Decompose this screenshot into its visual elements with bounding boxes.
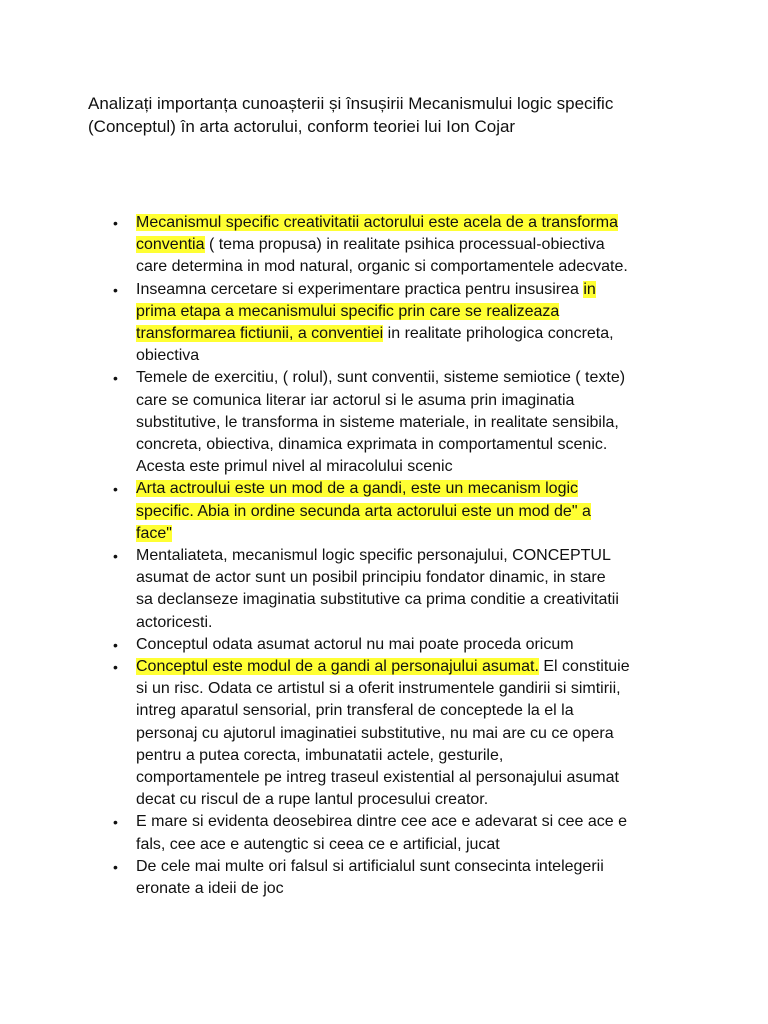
text-segment: in realitate prihologica concreta, xyxy=(383,325,614,343)
text-segment: concreta, obiectiva, dinamica exprimata in comportamentul scenic. xyxy=(136,436,608,454)
highlighted-text: in xyxy=(583,280,596,298)
text-segment: Inseamna cercetare si experimentare practica pentru insusirea xyxy=(136,280,584,298)
list-item xyxy=(0,634,696,656)
list-item-line xyxy=(136,767,696,789)
text-segment: De cele mai multe ori falsul si artificialul sunt consecinta intelegerii xyxy=(136,857,604,875)
list-item-line xyxy=(136,789,696,811)
highlighted-text: Conceptul este modul de a gandi al personajului asumat. xyxy=(136,658,539,676)
text-segment: fals, cee ace e autengtic si ceea ce e artificial, jucat xyxy=(136,835,500,853)
list-item-line xyxy=(136,212,696,234)
text-segment: si un risc. Odata ce artistul si a oferit instrumentele gandirii si simtirii, xyxy=(136,680,621,698)
text-segment: substitutive, le transforma in sisteme materiale, in realitate sensibila, xyxy=(136,413,619,431)
highlighted-text: transformarea fictiunii, a conventiei xyxy=(136,325,384,343)
list-item-line xyxy=(136,501,696,523)
text-segment: sa declanseze imaginatia substitutive ca prima conditie a creativitatii xyxy=(136,591,619,609)
text-segment: Conceptul odata asumat actorul nu mai poate proceda oricum xyxy=(136,635,574,653)
text-segment: actoricesti. xyxy=(136,613,213,631)
list-item-line xyxy=(136,745,696,767)
list-item-line xyxy=(136,523,696,545)
text-segment: pentru a putea corecta, imbunatatii actele, gesturile, xyxy=(136,746,504,764)
bullet-dot-icon: • xyxy=(113,858,118,875)
list-item-line xyxy=(136,478,696,500)
list-item xyxy=(0,856,696,900)
text-segment: Acesta este primul nivel al miracolului scenic xyxy=(136,458,453,476)
list-item xyxy=(0,478,696,545)
bullet-dot-icon: • xyxy=(113,548,118,565)
list-item-line xyxy=(136,390,696,412)
highlighted-text: Arta actroului este un mod de a gandi, este un mecanism logic xyxy=(136,480,579,498)
list-item xyxy=(0,212,696,279)
list-item xyxy=(0,367,696,478)
bullet-list xyxy=(0,212,768,900)
list-item-line xyxy=(136,634,696,656)
list-item xyxy=(0,656,696,811)
list-item-line xyxy=(136,279,696,301)
list-item-line xyxy=(136,256,696,278)
list-item-line xyxy=(136,856,696,878)
list-item-line xyxy=(136,456,696,478)
list-item-line xyxy=(136,412,696,434)
list-item-line xyxy=(136,811,696,833)
list-item-line xyxy=(136,567,696,589)
list-item-line xyxy=(136,678,696,700)
list-item-line xyxy=(136,612,696,634)
list-item-line xyxy=(136,700,696,722)
list-item-line xyxy=(136,723,696,745)
bullet-dot-icon: • xyxy=(113,370,118,387)
text-segment: Mentaliateta, mecanismul logic specific personajului, CONCEPTUL xyxy=(136,547,611,565)
text-segment: El constituie xyxy=(538,658,630,676)
list-item-line xyxy=(136,434,696,456)
highlighted-text: face" xyxy=(136,524,172,542)
document-title xyxy=(88,92,728,138)
list-item-line xyxy=(136,656,696,678)
list-item-line xyxy=(136,878,696,900)
bullet-dot-icon: • xyxy=(113,659,118,676)
highlighted-text: Mecanismul specific creativitatii actorului este acela de a transforma xyxy=(136,214,618,231)
title-line-2: (Conceptul) în arta actorului, conform teoriei lui Ion Cojar xyxy=(88,117,516,136)
text-segment: E mare si evidenta deosebirea dintre cee ace e adevarat si cee ace e xyxy=(136,813,627,831)
list-item xyxy=(0,545,696,634)
bullet-dot-icon: • xyxy=(113,215,118,231)
bullet-dot-icon: • xyxy=(113,636,118,653)
highlighted-text: prima etapa a mecanismului specific prin care se realizeaza xyxy=(136,302,560,320)
text-segment: comportamentele pe intreg traseul existential al personajului asumat xyxy=(136,769,619,787)
text-segment: Temele de exercitiu, ( rolul), sunt conventii, sisteme semiotice ( texte) xyxy=(136,369,626,387)
list-item xyxy=(0,279,696,368)
text-segment: ( tema propusa) in realitate psihica processual-obiectiva xyxy=(204,236,605,254)
text-segment: asumat de actor sunt un posibil principiu fondator dinamic, in stare xyxy=(136,569,606,587)
bullet-dot-icon: • xyxy=(113,814,118,831)
list-item xyxy=(0,811,696,855)
list-item-line xyxy=(136,234,696,256)
text-segment: care se comunica literar iar actorul si le asuma prin imaginatia xyxy=(136,391,575,409)
list-item-line xyxy=(136,589,696,611)
text-segment: care determina in mod natural, organic si comportamentele adecvate. xyxy=(136,258,628,276)
highlighted-text: specific. Abia in ordine secunda arta actorului este un mod de" a xyxy=(136,502,591,520)
list-item-line xyxy=(136,834,696,856)
list-item-line xyxy=(136,367,696,389)
text-segment: decat cu riscul de a rupe lantul procesului creator. xyxy=(136,791,489,809)
list-item-line xyxy=(136,545,696,567)
text-segment: intreg aparatul sensorial, prin transferal de conceptede la el la xyxy=(136,702,574,720)
list-item-line xyxy=(136,323,696,345)
highlighted-text: conventia xyxy=(136,236,205,254)
text-segment: eronate a ideii de joc xyxy=(136,880,284,898)
text-segment: personaj cu ajutorul imaginatiei substitutive, nu mai are cu ce opera xyxy=(136,724,614,742)
bullet-dot-icon: • xyxy=(113,481,118,498)
list-item-line xyxy=(136,301,696,323)
text-segment: obiectiva xyxy=(136,347,200,365)
title-line-1: Analizați importanța cunoașterii și însușirii Mecanismului logic specific xyxy=(88,94,614,113)
bullet-dot-icon: • xyxy=(113,281,118,298)
list-item-line xyxy=(136,345,696,367)
